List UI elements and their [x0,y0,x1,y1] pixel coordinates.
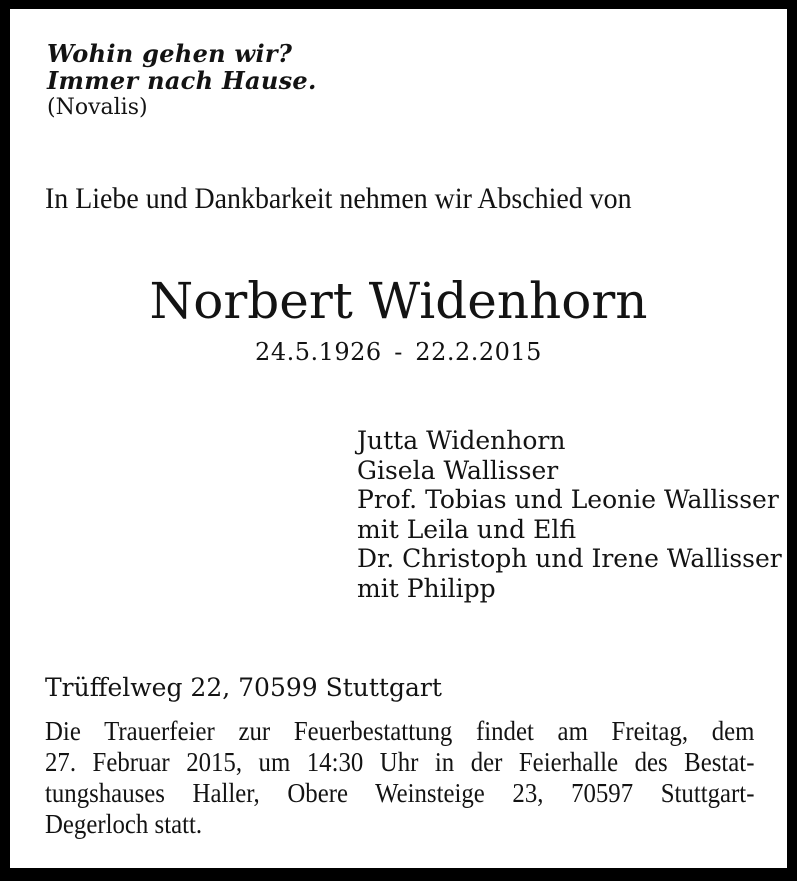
deceased-name: Norbert Widenhorn [149,272,648,330]
address-line: Trüffelweg 22, 70599 Stuttgart [45,673,442,702]
mourner-line-4: mit Leila und Elfi [357,514,577,544]
mourners-list [357,426,782,603]
funeral-paragraph [45,716,754,840]
quote-block [47,40,317,121]
funeral-line-3: tungshauses Haller, Obere Weinsteige 23, 70597 Stuttgart- [45,778,755,808]
funeral-line-4: Degerloch statt. [45,809,203,839]
funeral-line-1: Die Trauerfeier zur Feuerbestattung findet am Freitag, dem [45,716,755,746]
mourner-line-1: Jutta Widenhorn [357,426,566,455]
mourner-line-5: Dr. Christoph und Irene Wallisser [357,544,782,573]
quote-line-2: Immer nach Hause. [47,66,317,95]
mourner-line-2: Gisela Wallisser [357,455,559,485]
quote-attribution: (Novalis) [47,95,148,120]
funeral-line-2: 27. Februar 2015, um 14:30 Uhr in der Feierhalle des Bestat- [45,747,755,777]
life-dates: 24.5.1926 - 22.2.2015 [255,338,542,366]
mourner-line-6: mit Philipp [357,573,496,603]
mourner-line-3: Prof. Tobias und Leonie Wallisser [357,485,779,514]
intro-line: In Liebe und Dankbarkeit nehmen wir Abschied von [45,182,632,215]
quote-line-1: Wohin gehen wir? [47,39,293,68]
